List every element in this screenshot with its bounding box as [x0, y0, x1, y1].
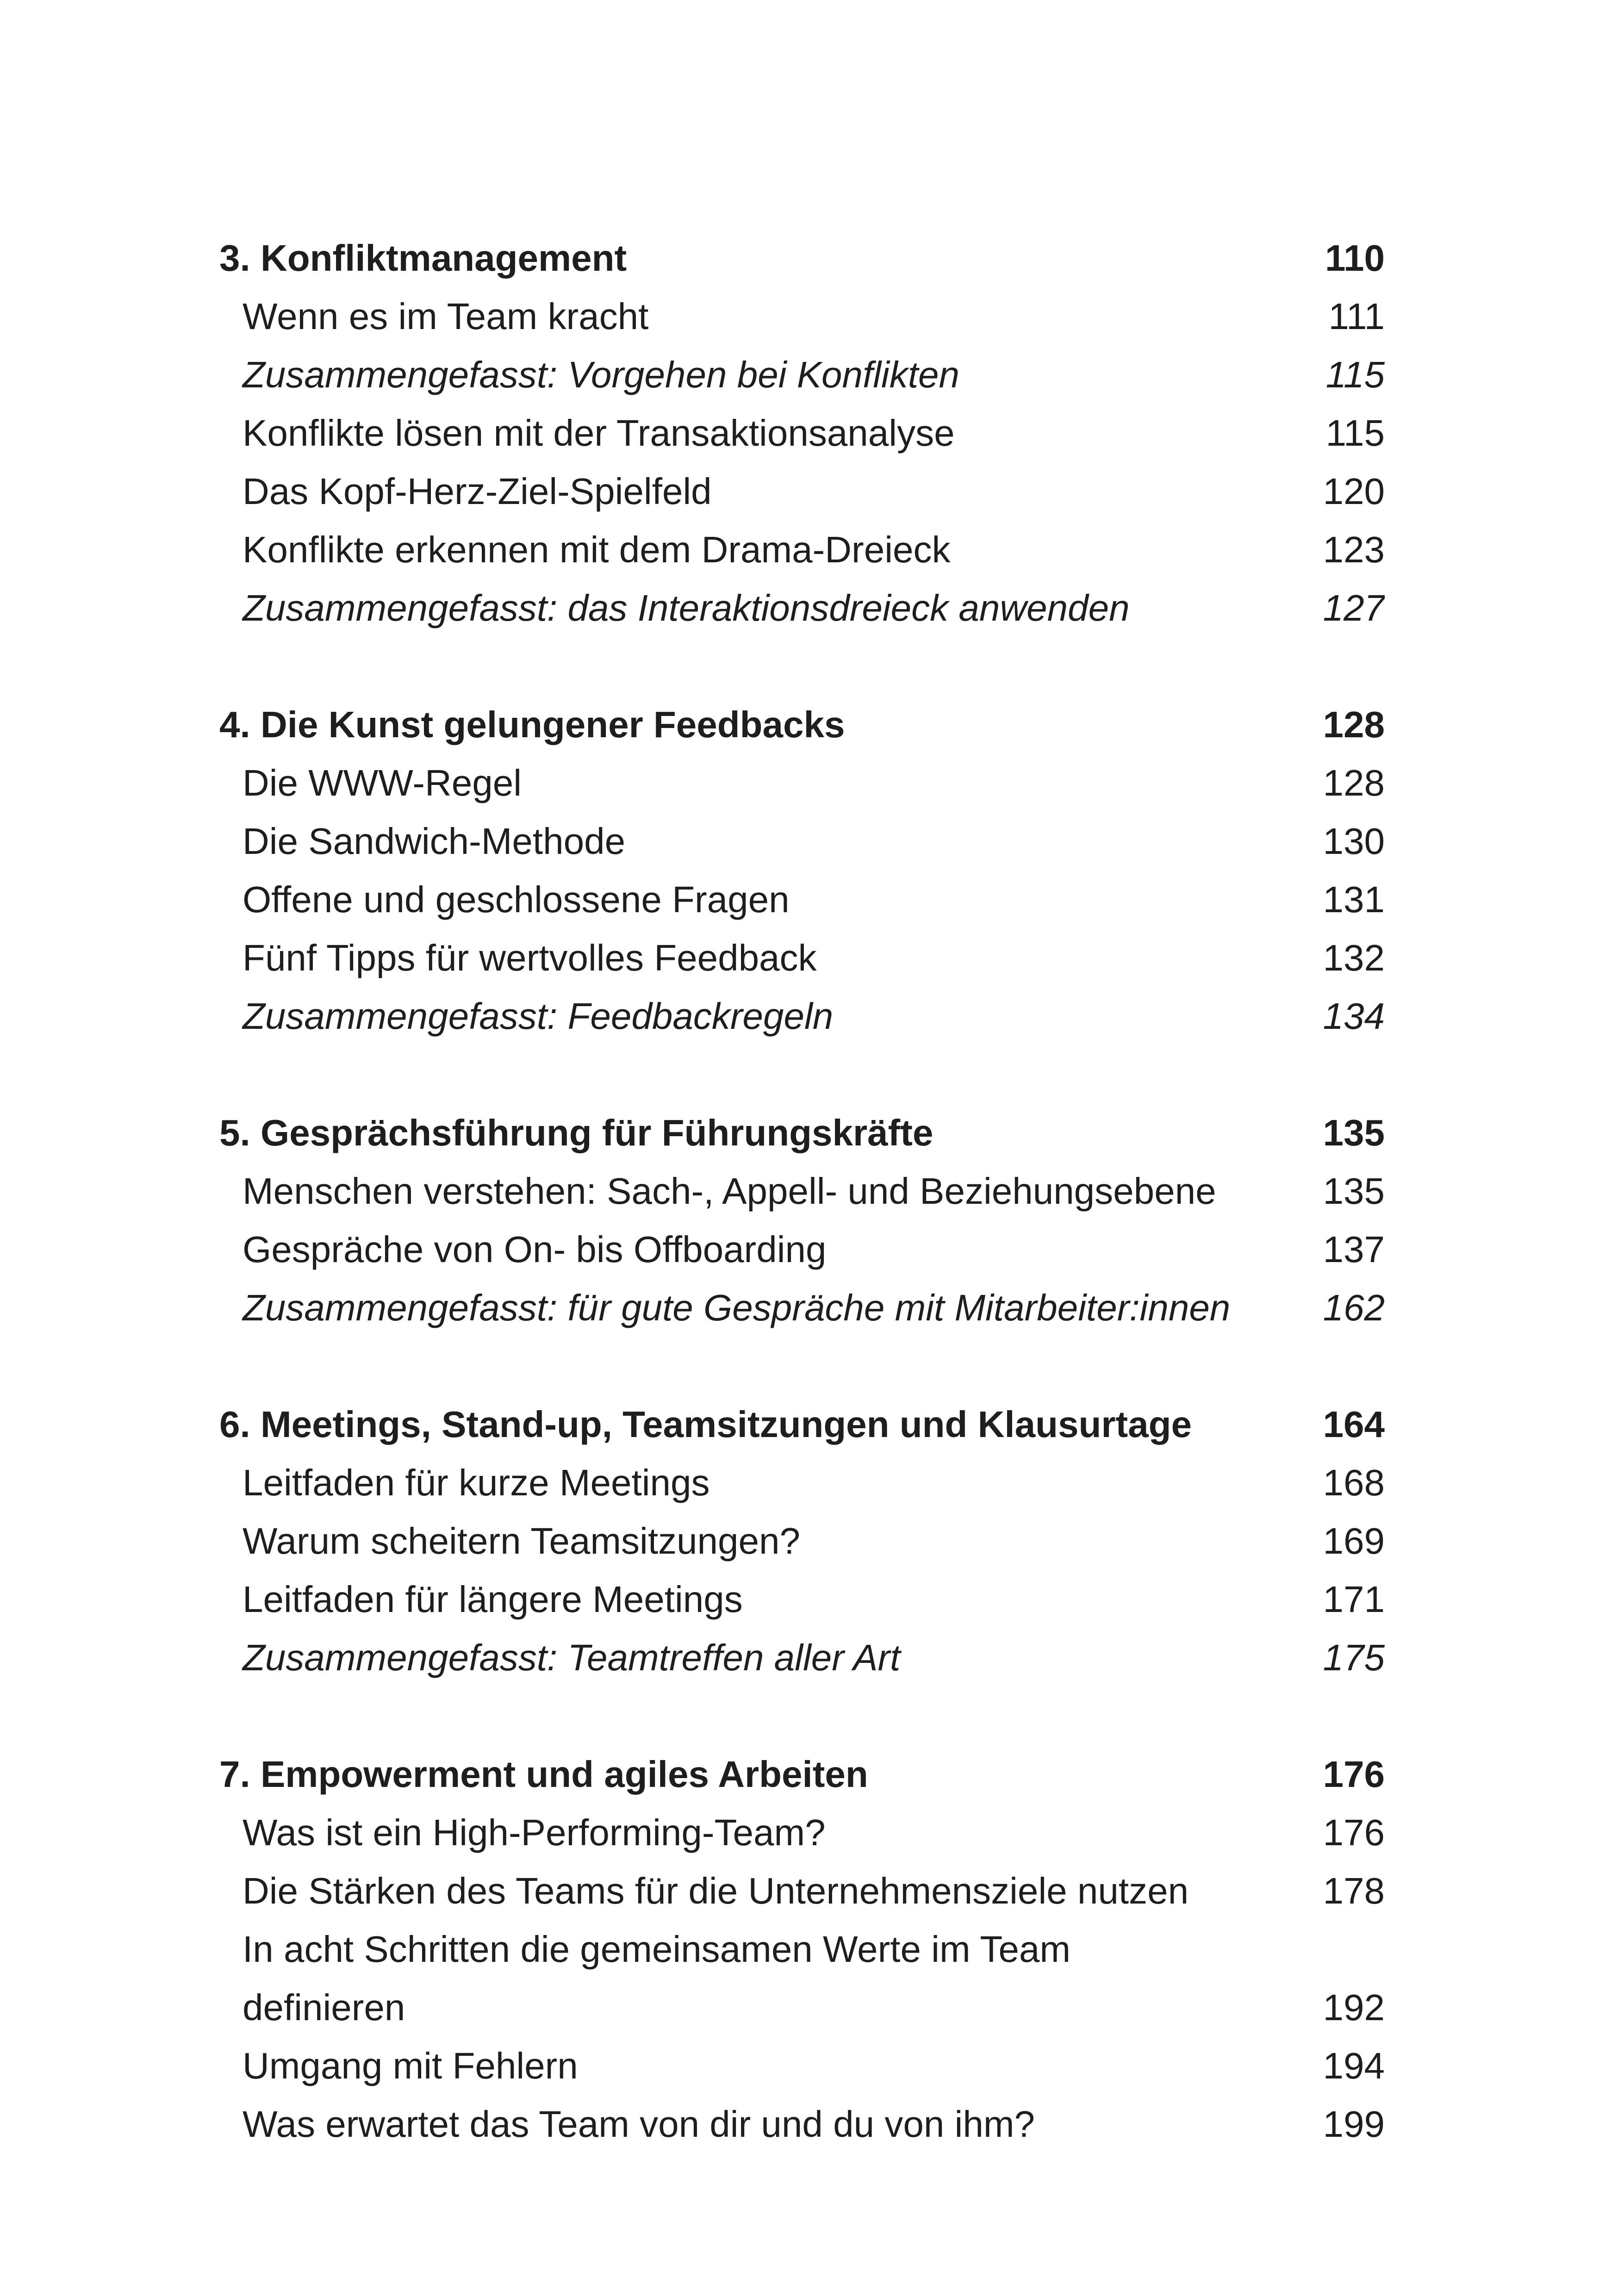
table-of-contents	[219, 229, 1385, 2153]
toc-page-number: 162	[1323, 1287, 1385, 1328]
toc-entry-title: Offene und geschlossene Fragen	[243, 879, 790, 920]
toc-page-number: 171	[1323, 1579, 1385, 1620]
toc-entry	[219, 1570, 1385, 1629]
toc-entry-title: Leitfaden für längere Meetings	[243, 1579, 743, 1620]
toc-chapter-title: 4. Die Kunst gelungener Feedbacks	[219, 704, 845, 745]
toc-page-number: 178	[1323, 1870, 1385, 1911]
toc-page-number: 175	[1323, 1637, 1385, 1678]
toc-chapter-heading	[219, 696, 1385, 754]
toc-chapter-title: 3. Konfliktmanagement	[219, 237, 627, 279]
toc-entry	[219, 287, 1385, 346]
toc-entry	[219, 1512, 1385, 1570]
toc-section-5	[219, 1104, 1385, 1337]
toc-entry-title: Wenn es im Team kracht	[243, 296, 649, 337]
toc-page-number: 115	[1326, 412, 1385, 454]
toc-page-number: 176	[1323, 1812, 1385, 1853]
toc-entry	[219, 1454, 1385, 1512]
toc-page-number: 135	[1323, 1170, 1385, 1212]
toc-entry	[219, 929, 1385, 987]
toc-entry-title: Warum scheitern Teamsitzungen?	[243, 1520, 800, 1562]
toc-page-number: 132	[1323, 937, 1385, 978]
toc-entry-title: Konflikte lösen mit der Transaktionsanalyse	[243, 412, 955, 454]
toc-entry-title: Zusammengefasst: Feedbackregeln	[243, 996, 834, 1037]
toc-page-number: 168	[1323, 1462, 1385, 1503]
toc-entry-title: Zusammengefasst: das Interaktionsdreieck anwenden	[243, 587, 1130, 628]
toc-entry	[219, 462, 1385, 521]
toc-page-number: 123	[1323, 529, 1385, 570]
toc-page-number: 164	[1323, 1404, 1385, 1445]
toc-entry-title: Umgang mit Fehlern	[243, 2045, 578, 2086]
toc-page-number: 130	[1323, 821, 1385, 862]
toc-page-number: 131	[1323, 879, 1385, 920]
toc-entry-title: In acht Schritten die gemeinsamen Werte im Team	[243, 1929, 1070, 1970]
toc-summary-entry	[219, 579, 1385, 637]
toc-entry-title: Was erwartet das Team von dir und du von ihm?	[243, 2103, 1035, 2145]
toc-entry-title: Das Kopf-Herz-Ziel-Spielfeld	[243, 471, 712, 512]
toc-entry	[219, 2095, 1385, 2153]
toc-page-number: 110	[1325, 237, 1385, 279]
toc-summary-entry	[219, 1629, 1385, 1687]
toc-entry	[219, 1979, 1385, 2037]
toc-page-number: 128	[1323, 704, 1385, 745]
toc-entry	[219, 812, 1385, 871]
toc-entry	[219, 1862, 1385, 1920]
toc-section-6	[219, 1395, 1385, 1687]
toc-entry-title: Fünf Tipps für wertvolles Feedback	[243, 937, 817, 978]
toc-entry	[219, 1804, 1385, 1862]
toc-summary-entry	[219, 346, 1385, 404]
toc-page-number: 194	[1323, 2045, 1385, 2086]
toc-page-number: 134	[1323, 996, 1385, 1037]
toc-entry	[219, 1220, 1385, 1279]
toc-section-3	[219, 229, 1385, 637]
toc-summary-entry	[219, 987, 1385, 1045]
toc-entry-title: Was ist ein High-Performing-Team?	[243, 1812, 826, 1853]
toc-page-number: 127	[1323, 587, 1385, 628]
toc-entry-title: Die WWW-Regel	[243, 762, 522, 803]
toc-entry	[219, 2037, 1385, 2095]
toc-summary-entry	[219, 1279, 1385, 1337]
toc-page-number: 199	[1323, 2103, 1385, 2145]
toc-entry-title: Menschen verstehen: Sach-, Appell- und Beziehungsebene	[243, 1170, 1216, 1212]
toc-page-number: 176	[1323, 1754, 1385, 1795]
toc-page-number: 169	[1323, 1520, 1385, 1562]
toc-page-number: 115	[1326, 354, 1385, 395]
toc-chapter-heading	[219, 1395, 1385, 1454]
toc-chapter-title: 7. Empowerment und agiles Arbeiten	[219, 1754, 868, 1795]
toc-section-4	[219, 696, 1385, 1045]
toc-page-number: 137	[1323, 1229, 1385, 1270]
toc-entry	[219, 871, 1385, 929]
toc-entry	[219, 521, 1385, 579]
toc-section-7	[219, 1745, 1385, 2153]
toc-chapter-title: 5. Gesprächsführung für Führungskräfte	[219, 1112, 933, 1153]
toc-page-number: 120	[1323, 471, 1385, 512]
toc-entry-title: Leitfaden für kurze Meetings	[243, 1462, 710, 1503]
toc-entry	[219, 1920, 1385, 1979]
toc-page-number: 111	[1328, 296, 1385, 337]
toc-chapter-heading	[219, 1745, 1385, 1804]
toc-entry-title: Zusammengefasst: Teamtreffen aller Art	[243, 1637, 901, 1678]
toc-page-number: 128	[1323, 762, 1385, 803]
toc-entry-title: Konflikte erkennen mit dem Drama-Dreieck	[243, 529, 951, 570]
toc-entry-title: Zusammengefasst: für gute Gespräche mit Mitarbeiter:innen	[243, 1287, 1231, 1328]
toc-entry	[219, 1162, 1385, 1220]
toc-entry-title: Die Stärken des Teams für die Unternehmensziele nutzen	[243, 1870, 1189, 1911]
toc-chapter-title: 6. Meetings, Stand-up, Teamsitzungen und Klausurtage	[219, 1404, 1192, 1445]
toc-entry	[219, 754, 1385, 812]
toc-entry-title: definieren	[243, 1987, 405, 2028]
toc-entry	[219, 404, 1385, 462]
toc-entry-title: Gespräche von On- bis Offboarding	[243, 1229, 827, 1270]
toc-entry-title: Die Sandwich-Methode	[243, 821, 626, 862]
toc-chapter-heading	[219, 1104, 1385, 1162]
toc-page-number: 135	[1323, 1112, 1385, 1153]
toc-page-number: 192	[1323, 1987, 1385, 2028]
toc-entry-title: Zusammengefasst: Vorgehen bei Konflikten	[243, 354, 960, 395]
toc-chapter-heading	[219, 229, 1385, 287]
